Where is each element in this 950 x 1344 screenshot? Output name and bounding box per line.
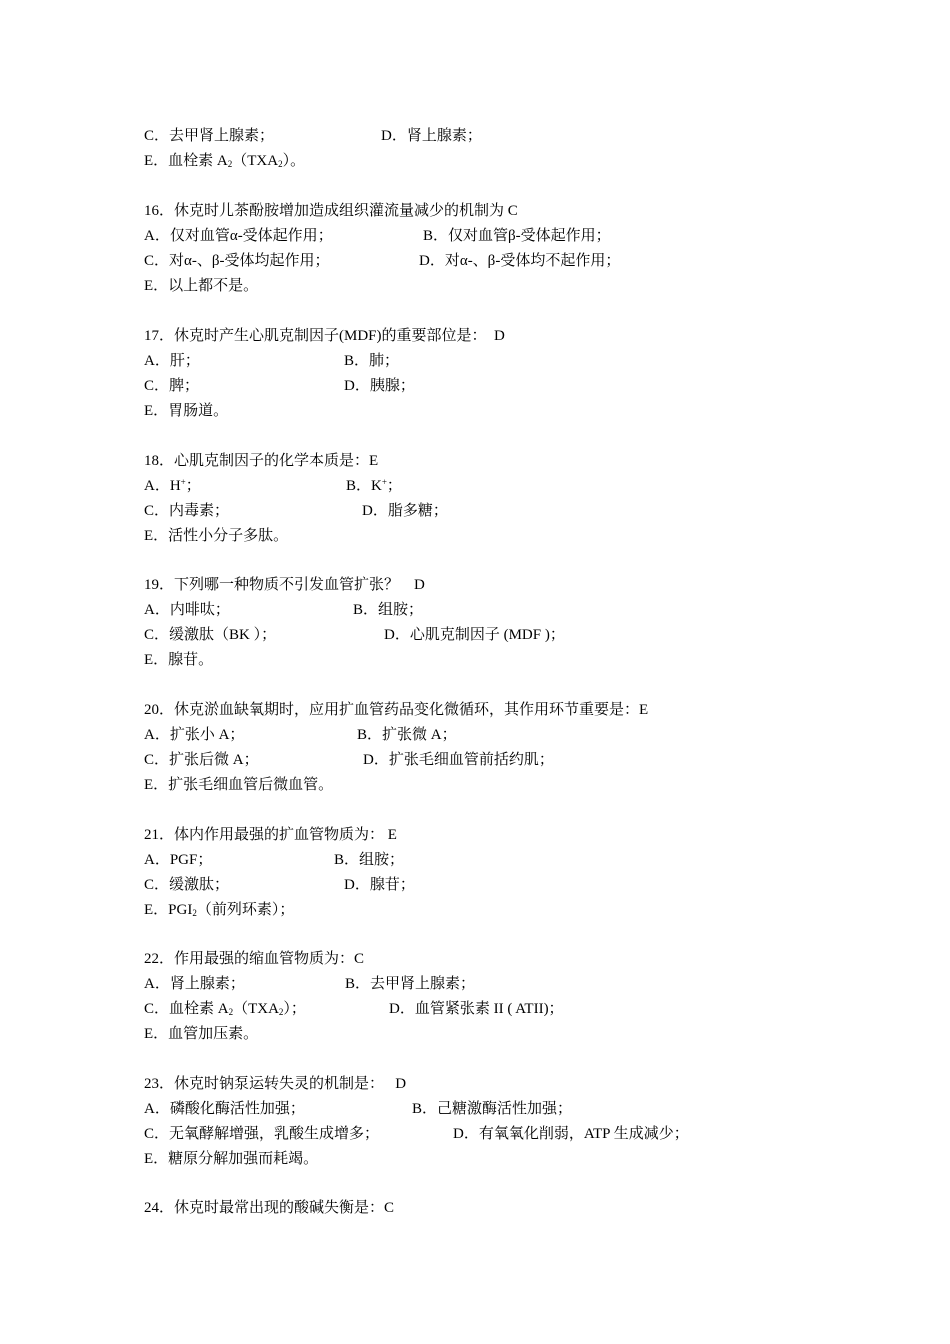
- q20-option-row-cd: [144, 750, 554, 770]
- q19-option-row-cd: [144, 625, 565, 645]
- q19-option-e: E．腺苷。: [144, 652, 214, 668]
- q17-stem: 17．休克时产生心肌克制因子(MDF)的重要部位是： D: [144, 328, 505, 344]
- q21-option-c: C．缓激肽；: [144, 877, 230, 893]
- q21-option-e: E．$PGI_2$（前列环素）；: [144, 902, 295, 918]
- q22-stem: 22．作用最强的缩血管物质为：C: [144, 951, 365, 967]
- q16-option-c: C．对α-、β-受体均起作用；: [144, 253, 330, 269]
- q21-option-d: D．腺苷；: [344, 877, 415, 893]
- q22-option-a: A．肾上腺素；: [144, 976, 245, 992]
- q23-option-a: A．磷酸化酶活性加强；: [144, 1101, 305, 1117]
- q17-option-row-cd: [144, 376, 415, 396]
- q17-option-d: D．胰腺；: [344, 378, 415, 394]
- q23-option-e: E．糖原分解加强而耗竭。: [144, 1151, 319, 1167]
- q18-option-e: E．活性小分子多肽。: [144, 528, 289, 544]
- q23-option-c: C．无氧酵解增强，乳酸生成增多；: [144, 1126, 380, 1142]
- q21-option-row-cd: [144, 875, 415, 895]
- q17-option-a: A．肝；: [144, 353, 200, 369]
- q16-option-e: E．以上都不是。: [144, 278, 259, 294]
- q22-option-c: C．血栓素 $A_2(TXA_2)$；: [144, 1001, 306, 1017]
- q22-option-d: D．血管紧张素 II ( ATII)；: [389, 1001, 564, 1017]
- q23-stem: 23．休克时钠泵运转失灵的机制是： D: [144, 1076, 407, 1092]
- q20-option-a: A．扩张小 A；: [144, 727, 245, 743]
- q21-option-a: A．PGF；: [144, 852, 213, 868]
- q21-stem: 21．体内作用最强的扩血管物质为： E: [144, 827, 397, 843]
- q15-option-c: C．去甲肾上腺素；: [144, 128, 275, 144]
- q18-option-row-ab: [144, 476, 402, 496]
- q15-option-e: E．血栓素 $A_2(TXA_2)$。: [144, 153, 306, 169]
- q22-option-row-ab: [144, 974, 476, 994]
- q17-option-e: E．胃肠道。: [144, 403, 229, 419]
- q19-option-c: C．缓激肽（BK ）；: [144, 627, 277, 643]
- q18-stem: 18．心肌克制因子的化学本质是：E: [144, 453, 379, 469]
- q18-option-row-cd: [144, 501, 448, 521]
- q17-option-b: B．肺；: [344, 353, 400, 369]
- q23-option-row-cd: [144, 1124, 689, 1144]
- q22-option-e: E．血管加压素。: [144, 1026, 259, 1042]
- q18-option-c: C．内毒素；: [144, 503, 230, 519]
- q16-stem: 16．休克时儿茶酚胺增加造成组织灌流量减少的机制为 C: [144, 203, 518, 219]
- q17-option-row-ab: [144, 351, 400, 371]
- q19-option-a: A．内啡呔；: [144, 602, 230, 618]
- q20-option-e: E．扩张毛细血管后微血管。: [144, 777, 334, 793]
- q23-option-b: B．己糖激酶活性加强；: [412, 1101, 573, 1117]
- q16-option-row-ab: [144, 226, 611, 246]
- q17-option-c: C．脾；: [144, 378, 200, 394]
- q16-option-d: D．对α-、β-受体均不起作用；: [419, 253, 621, 269]
- q23-option-d: D．有氧氧化削弱，ATP 生成减少；: [453, 1126, 689, 1142]
- q20-option-row-ab: [144, 725, 457, 745]
- q20-option-b: B．扩张微 A；: [357, 727, 457, 743]
- q22-option-b: B．去甲肾上腺素；: [345, 976, 476, 992]
- q24-stem: 24．休克时最常出现的酸碱失衡是：C: [144, 1200, 395, 1216]
- q16-option-a: A．仅对血管α-受体起作用；: [144, 228, 333, 244]
- q18-option-b: B．K+；: [346, 477, 402, 494]
- q20-stem: 20．休克淤血缺氧期时，应用扩血管药品变化微循环，其作用环节重要是：E: [144, 702, 649, 718]
- q23-option-row-ab: [144, 1099, 573, 1119]
- q20-option-d: D．扩张毛细血管前括约肌；: [363, 752, 554, 768]
- q19-option-d: D．心肌克制因子 (MDF )；: [384, 627, 565, 643]
- q16-option-row-cd: [144, 251, 621, 271]
- q18-option-a: A．H+；: [144, 477, 201, 494]
- q21-option-row-ab: [144, 850, 405, 870]
- q15-option-row-cd: [144, 126, 482, 146]
- q20-option-c: C．扩张后微 A；: [144, 752, 259, 768]
- q16-option-b: B．仅对血管β-受体起作用；: [423, 228, 611, 244]
- q18-option-d: D．脂多糖；: [362, 503, 448, 519]
- q22-option-row-cd: [144, 999, 564, 1019]
- q21-option-b: B．组胺；: [334, 852, 405, 868]
- q19-option-b: B．组胺；: [353, 602, 424, 618]
- q19-stem: 19．下列哪一种物质不引发血管扩张？ D: [144, 577, 425, 593]
- q19-option-row-ab: [144, 600, 424, 620]
- q15-option-d: D．肾上腺素；: [381, 128, 482, 144]
